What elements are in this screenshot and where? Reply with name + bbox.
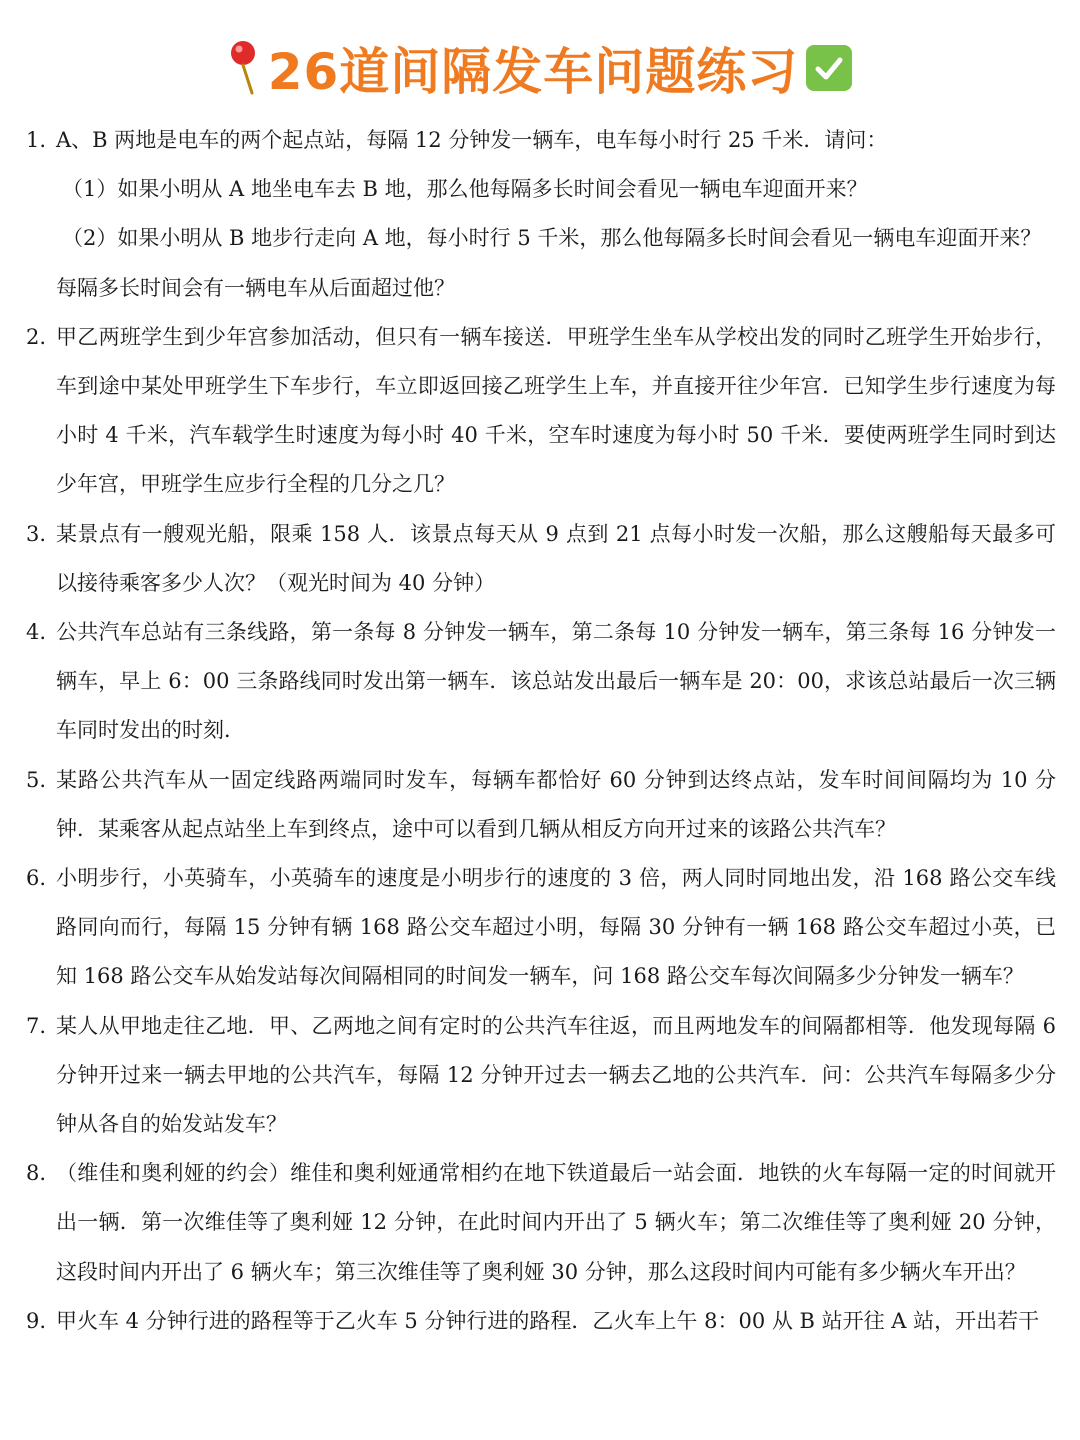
question-4 bbox=[26, 608, 1056, 756]
title-text: 26道间隔发车问题练习 bbox=[267, 43, 799, 101]
question-8 bbox=[26, 1149, 1056, 1297]
question-9 bbox=[26, 1297, 1056, 1346]
question-number: 9. bbox=[26, 1308, 47, 1333]
question-text: 甲火车 4 分钟行进的路程等于乙火车 5 分钟行进的路程．乙火车上午 8：00 从 B 站开往 A 站，开出若干 bbox=[56, 1308, 1040, 1333]
question-number: 8. bbox=[26, 1161, 47, 1186]
question-number: 1. bbox=[26, 128, 47, 152]
question-text: 甲乙两班学生到少年宫参加活动，但只有一辆车接送．甲班学生坐车从学校出发的同时乙班学生开始步行，车到途中某处甲班学生下车步行，车立即返回接乙班学生上车，并直接开往少年宫．已知学生步行速度为每小时 4 千米，汽车载学生时速度为每小时 40 千米，空车时速度为每小时 50 千米．要使两班学生同时到达少年宫，甲班学生应步行全程的几分之几？ bbox=[56, 324, 1056, 497]
question-number: 6. bbox=[26, 866, 47, 891]
sub-question-2-continued: 每隔多长时间会有一辆电车从后面超过他？ bbox=[56, 275, 455, 300]
question-number: 4. bbox=[26, 620, 47, 645]
sub-question-2: （2）如果小明从 B 地步行走向 A 地，每小时行 5 千米，那么他每隔多长时间会看见一辆电车迎面开来？ bbox=[62, 226, 1042, 251]
question-text: A、B 两地是电车的两个起点站，每隔 12 分钟发一辆车，电车每小时行 25 千米．请问： bbox=[56, 128, 888, 152]
question-text: （维佳和奥利娅的约会）维佳和奥利娅通常相约在地下铁道最后一站会面．地铁的火车每隔一定的时间就开出一辆．第一次维佳等了奥利娅 12 分钟，在此时间内开出了 5 辆火车；第二次维佳等了奥利娅 20 分钟，这段时间内开出了 6 辆火车；第三次维佳等了奥利娅 30 分钟，那么这段时间内可能有多少辆火车开出？ bbox=[56, 1161, 1056, 1284]
page-title bbox=[0, 32, 1080, 104]
question-text: 小明步行，小英骑车，小英骑车的速度是小明步行的速度的 3 倍，两人同时同地出发，沿 168 路公交车线路同向而行，每隔 15 分钟有辆 168 路公交车超过小明，每隔 30 分钟有一辆 168 路公交车超过小英，已知 168 路公交车从始发站每次间隔相同的时间发一辆车，问 168 路公交车每次间隔多少分钟发一辆车？ bbox=[56, 866, 1056, 989]
question-text: 公共汽车总站有三条线路，第一条每 8 分钟发一辆车，第二条每 10 分钟发一辆车，第三条每 16 分钟发一辆车，早上 6：00 三条路线同时发出第一辆车．该总站发出最后一辆车是 20：00，求该总站最后一次三辆车同时发出的时刻． bbox=[56, 620, 1056, 743]
question-5 bbox=[26, 756, 1056, 854]
question-text: 某人从甲地走往乙地．甲、乙两地之间有定时的公共汽车往返，而且两地发车的间隔都相等．他发现每隔 6 分钟开过来一辆去甲地的公共汽车，每隔 12 分钟开过去一辆去乙地的公共汽车．问：公共汽车每隔多少分钟从各自的始发站发车？ bbox=[56, 1013, 1056, 1137]
red-map-pin-icon bbox=[228, 39, 258, 97]
question-number: 7. bbox=[26, 1013, 47, 1038]
question-list bbox=[26, 116, 1056, 1346]
question-7 bbox=[26, 1002, 1056, 1150]
green-check-icon bbox=[806, 45, 852, 91]
question-number: 5. bbox=[26, 767, 47, 792]
question-2 bbox=[26, 313, 1056, 510]
question-text: 某景点有一艘观光船，限乘 158 人．该景点每天从 9 点到 21 点每小时发一次船，那么这艘船每天最多可以接待乘客多少人次？（观光时间为 40 分钟） bbox=[56, 521, 1056, 595]
question-number: 2. bbox=[26, 324, 47, 349]
question-number: 3. bbox=[26, 521, 47, 546]
sub-question-1: （1）如果小明从 A 地坐电车去 B 地，那么他每隔多长时间会看见一辆电车迎面开来？ bbox=[62, 177, 868, 202]
question-3 bbox=[26, 510, 1056, 608]
question-1 bbox=[26, 116, 1056, 313]
question-text: 某路公共汽车从一固定线路两端同时发车，每辆车都恰好 60 分钟到达终点站，发车时间间隔均为 10 分钟．某乘客从起点站坐上车到终点，途中可以看到几辆从相反方向开过来的该路公共汽车？ bbox=[56, 767, 1056, 841]
question-6 bbox=[26, 854, 1056, 1002]
